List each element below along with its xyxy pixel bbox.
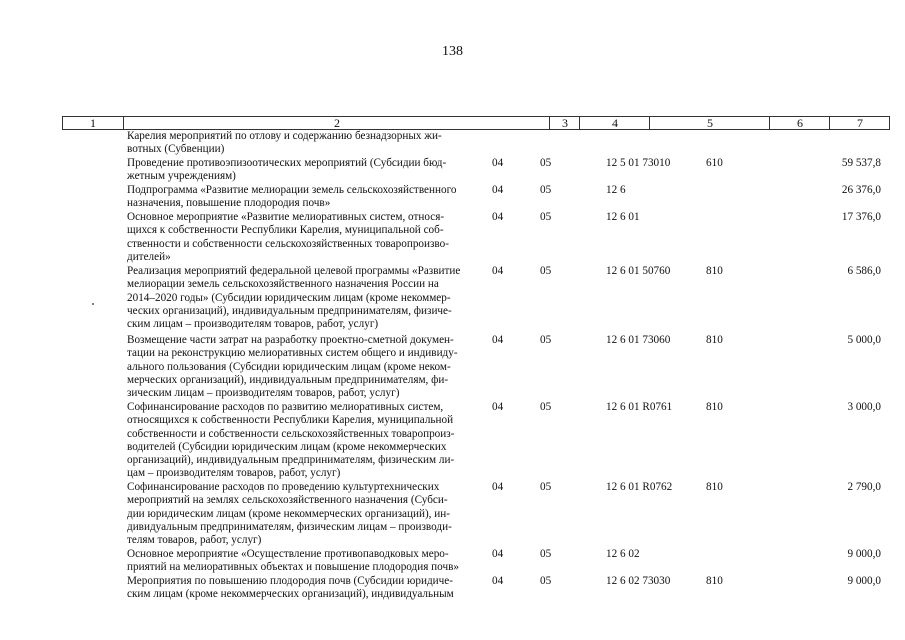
row-description: Проведение противоэпизоотических мероприятий (Субсидии бюд- жетным учреждениям) [127, 157, 447, 183]
row-description: Мероприятия по повышению плодородия почв (Субсидии юридиче- ским лицам (кроме некоммерческих организаций), индивидуальным [127, 575, 454, 601]
row-section: 04 [492, 265, 504, 277]
header-col-2: 2 [123, 117, 550, 129]
row-target-code: 12 6 02 [606, 548, 640, 560]
row-section: 04 [492, 401, 504, 413]
row-target-code: 12 6 01 R0762 [606, 481, 673, 493]
row-subsection: 05 [540, 548, 552, 560]
row-subsection: 05 [540, 575, 552, 587]
header-col-4: 4 [579, 117, 650, 129]
row-description: Реализация мероприятий федеральной целевой программы «Развитие мелиорации земель сельскохозяйственного назначения России на 2014–2020 годы» (Субсидии юридическим лицам (кроме некоммер- ческих организаций), индивидуальным предпринимателям, физиче- ским лицам – производителям товаров, работ, услуг) [127, 265, 461, 331]
row-amount: 5 000,0 [847, 334, 881, 346]
row-target-code: 12 6 01 73060 [606, 334, 671, 346]
row-target-code: 12 5 01 73010 [606, 157, 671, 169]
row-expense-type: 810 [706, 401, 723, 413]
row-expense-type: 810 [706, 265, 723, 277]
row-section: 04 [492, 481, 504, 493]
row-description: Основное мероприятие «Осуществление противопаводковых меро- приятий на мелиоративных объектах и повышение плодородия почв» [127, 548, 459, 574]
row-amount: 9 000,0 [847, 548, 881, 560]
row-description: Возмещение части затрат на разработку проектно-сметной докумен- тации на реконструкцию мелиоративных систем общего и индивиду- ального пользования (Субсидии юридическим лицам (кроме неком- мерческих организаций), индивидуальным предпринимателям, фи- зическим лицам – производителям товаров, работ, услуг) [127, 334, 458, 400]
row-target-code: 12 6 [606, 184, 626, 196]
row-amount: 9 000,0 [847, 575, 881, 587]
row-expense-type: 610 [706, 157, 723, 169]
header-col-7: 7 [829, 117, 890, 129]
row-subsection: 05 [540, 481, 552, 493]
row-subsection: 05 [540, 157, 552, 169]
row-subsection: 05 [540, 401, 552, 413]
row-amount: 2 790,0 [847, 481, 881, 493]
scan-speck [92, 303, 94, 305]
row-section: 04 [492, 548, 504, 560]
row-section: 04 [492, 211, 504, 223]
table-header [62, 116, 890, 130]
row-section: 04 [492, 184, 504, 196]
row-subsection: 05 [540, 184, 552, 196]
header-col-6: 6 [769, 117, 830, 129]
row-expense-type: 810 [706, 481, 723, 493]
header-col-5: 5 [649, 117, 770, 129]
header-col-3: 3 [549, 117, 580, 129]
row-subsection: 05 [540, 211, 552, 223]
row-amount: 26 376,0 [841, 184, 881, 196]
row-description: Подпрограмма «Развитие мелиорации земель сельскохозяйственного назначения, повышение плодородия почв» [127, 184, 457, 210]
header-col-1: 1 [90, 116, 96, 130]
row-expense-type: 810 [706, 334, 723, 346]
row-description: Карелия мероприятий по отлову и содержанию безнадзорных жи- вотных (Субвенции) [127, 130, 442, 156]
row-amount: 17 376,0 [841, 211, 881, 223]
row-section: 04 [492, 334, 504, 346]
page-number: 138 [442, 44, 463, 59]
row-description: Софинансирование расходов по проведению культуртехнических мероприятий на землях сельскохозяйственного назначения (Субси- дии юридическим лицам (кроме некоммерческих организаций), ин- дивидуальным предпринимателям, физическим лицам – производи- телям товаров, работ, услуг) [127, 481, 452, 547]
row-target-code: 12 6 02 73030 [606, 575, 671, 587]
row-subsection: 05 [540, 265, 552, 277]
row-target-code: 12 6 01 [606, 211, 640, 223]
row-amount: 3 000,0 [847, 401, 881, 413]
row-target-code: 12 6 01 50760 [606, 265, 671, 277]
row-amount: 59 537,8 [841, 157, 881, 169]
row-expense-type: 810 [706, 575, 723, 587]
row-description: Основное мероприятие «Развитие мелиоративных систем, относя- щихся к собственности Республики Карелия, муниципальной соб- ственности и собственности сельскохозяйственных товаропроизво- дителей» [127, 211, 449, 263]
row-section: 04 [492, 575, 504, 587]
row-subsection: 05 [540, 334, 552, 346]
row-amount: 6 586,0 [847, 265, 881, 277]
row-description: Софинансирование расходов по развитию мелиоративных систем, относящихся к собственности Республики Карелия, муниципальной собственности и собственности сельскохозяйственных товаропроиз- водителей (Субсидии юридическим лицам (кроме некоммерческих организаций), индивидуальным предпринимателям, физическим ли- цам – производителям товаров, работ, услуг) [127, 401, 455, 480]
row-section: 04 [492, 157, 504, 169]
row-target-code: 12 6 01 R0761 [606, 401, 673, 413]
